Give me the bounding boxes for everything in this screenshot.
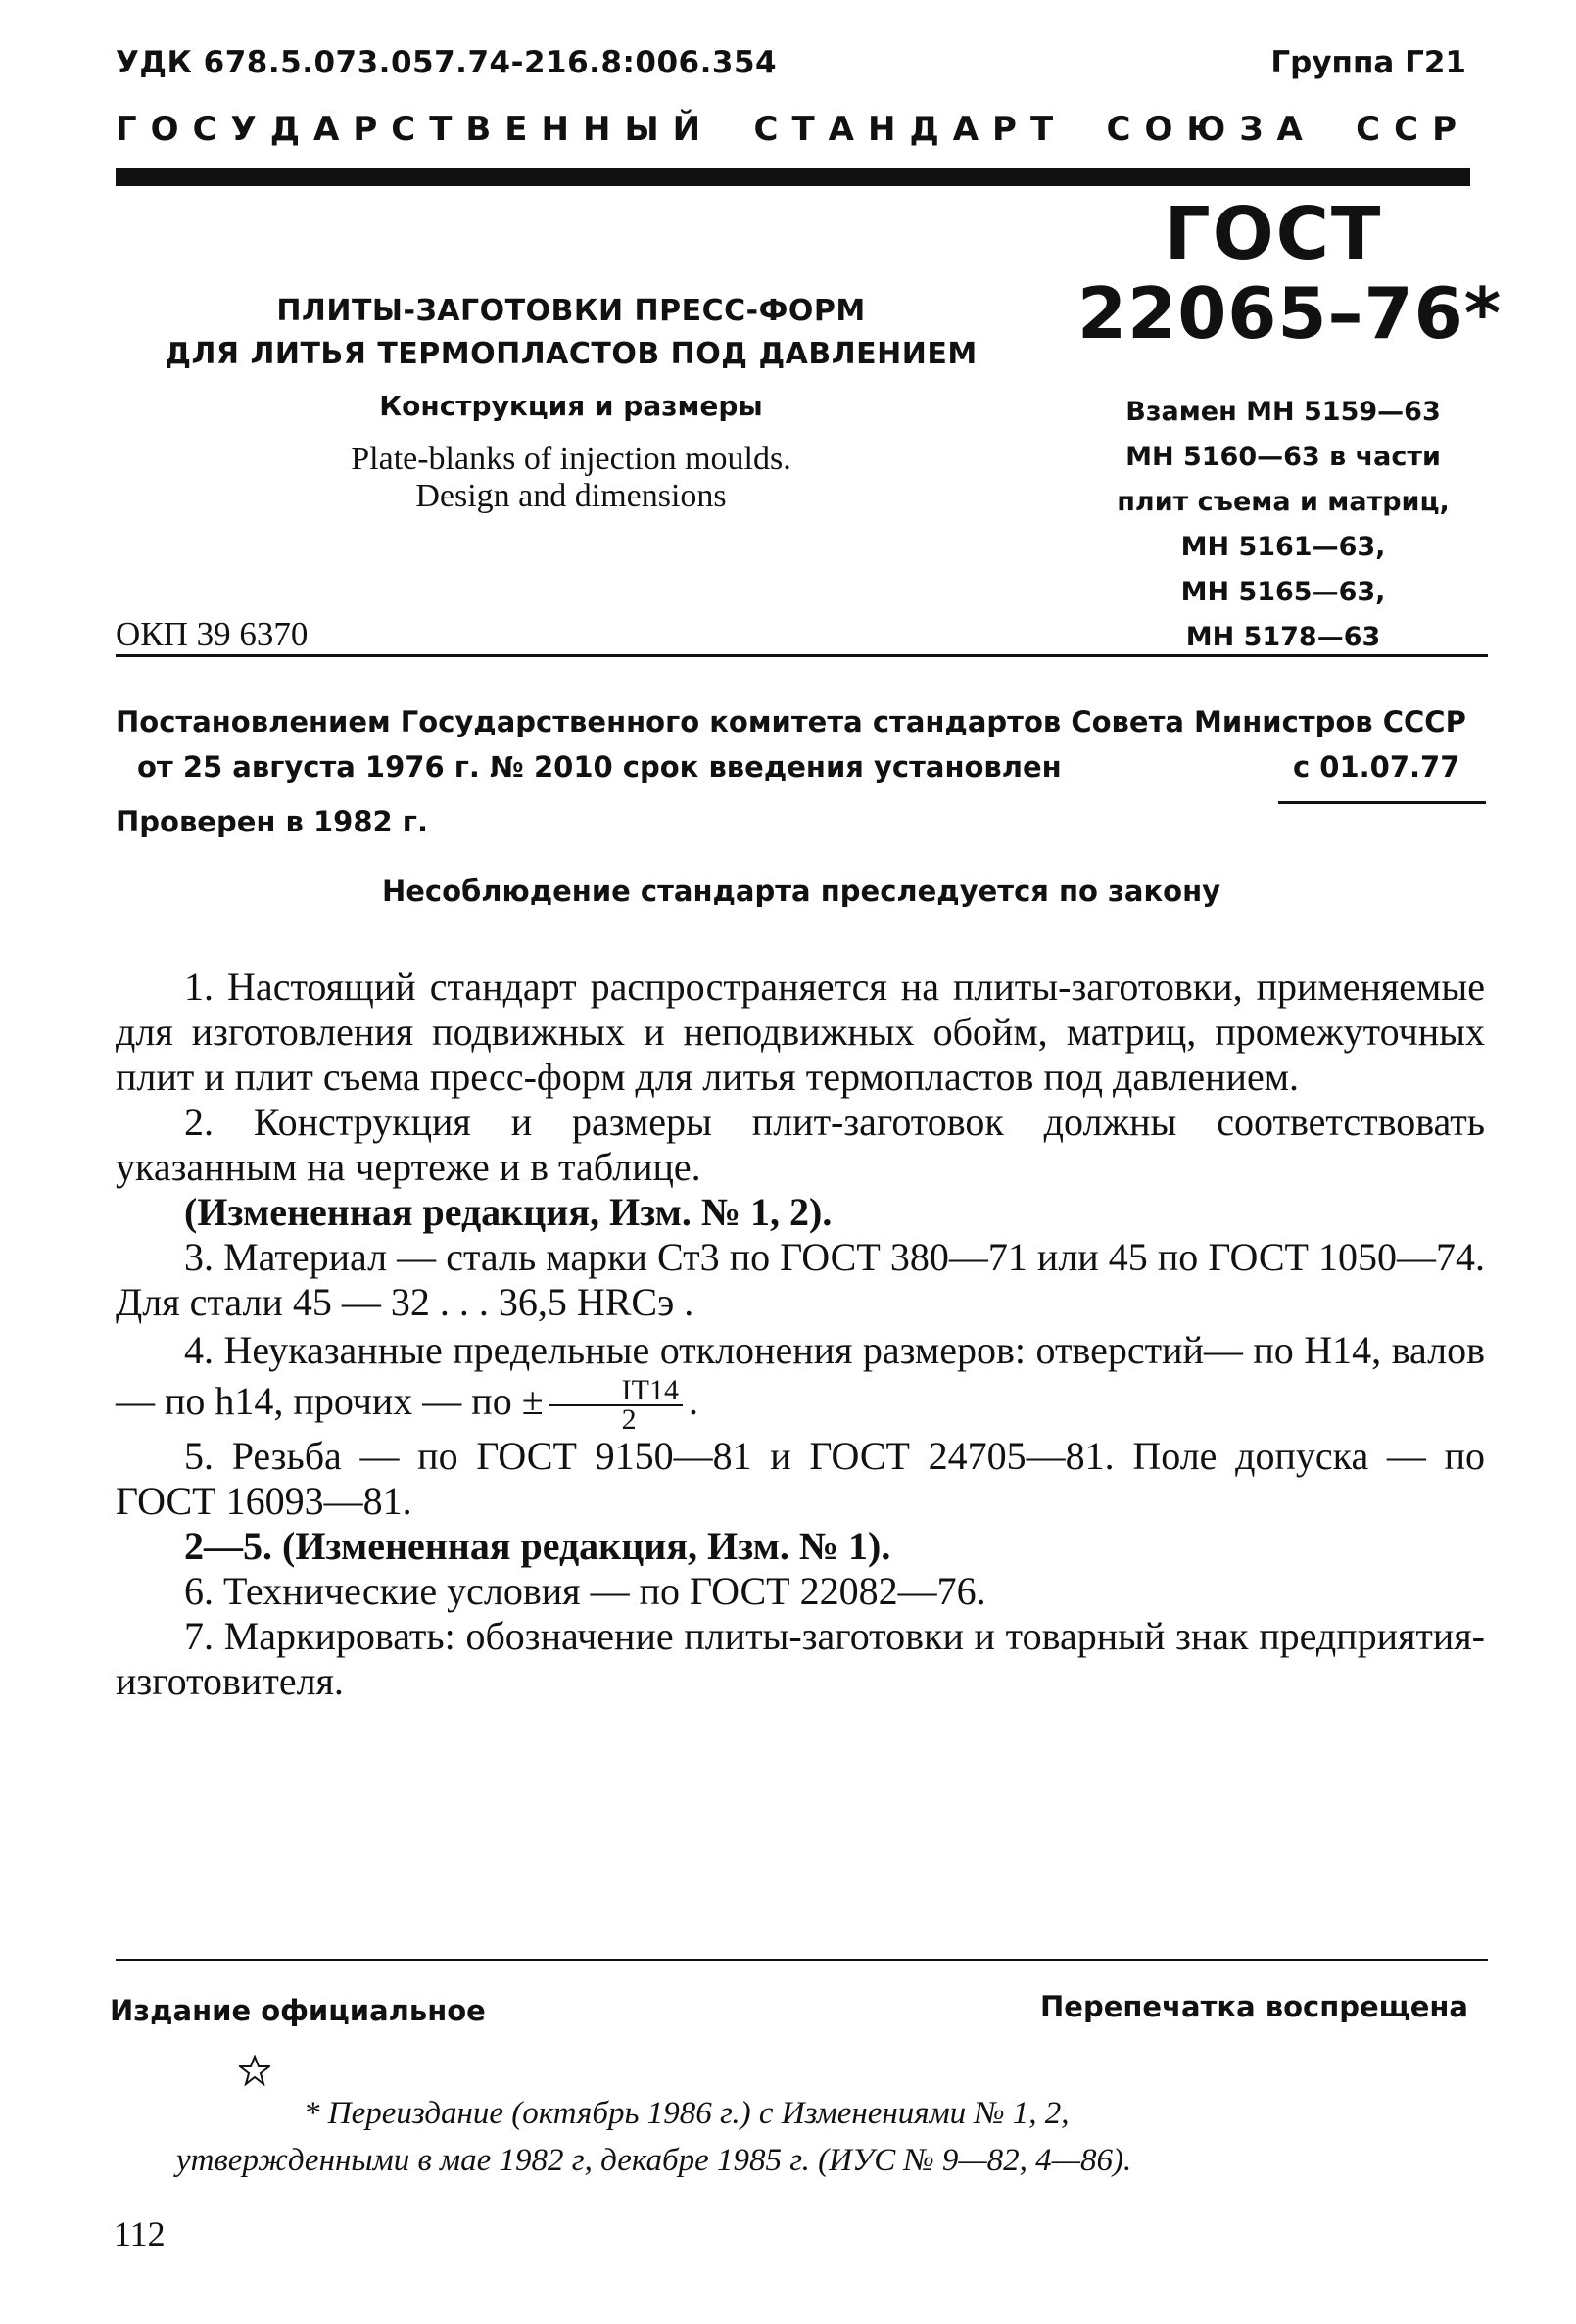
fraction-numerator: IT14 xyxy=(549,1377,683,1406)
state-word-3: СОЮЗА xyxy=(1106,110,1316,149)
paragraph-2: 2. Конструкция и размеры плит-заготовок должны соответствовать указанным на чертеже и в таблице. xyxy=(116,1100,1485,1189)
decree-line-1: Постановлением Государственного комитета стандартов Совета Министров СССР xyxy=(116,705,1466,738)
replaces-item: МН 5178—63 xyxy=(1185,622,1381,652)
state-word-2: СТАНДАРТ xyxy=(753,110,1068,149)
paragraph-5: 5. Резьба — по ГОСТ 9150—81 и ГОСТ 24705—81. Поле допуска — по ГОСТ 16093—81. xyxy=(116,1433,1485,1523)
gost-label: ГОСТ xyxy=(1164,192,1383,276)
paragraph-3: 3. Материал — сталь марки Ст3 по ГОСТ 380—71 или 45 по ГОСТ 1050—74. Для стали 45 — 32 . . . 36,5 HRCэ . xyxy=(116,1235,1485,1324)
tolerance-fraction xyxy=(549,1373,683,1436)
paragraph-4-end: . xyxy=(689,1379,698,1423)
page-number: 112 xyxy=(114,2214,166,2253)
paragraph-1: 1. Настоящий стандарт распространяется на плиты-заготовки, применяемые для изготовления подвижных и неподвижных обойм, матриц, промежуточных плит и плит съема пресс-форм для литья термопластов под давлением. xyxy=(116,965,1485,1099)
gost-number: 22065–76* xyxy=(1077,272,1503,355)
effective-date: с 01.07.77 xyxy=(1293,750,1460,783)
paragraph-6: 6. Технические условия — по ГОСТ 22082—76. xyxy=(184,1568,986,1613)
replaces-list xyxy=(1077,390,1489,660)
standard-body xyxy=(116,965,1485,1704)
reprint-notice: Перепечатка воспрещена xyxy=(1040,1990,1468,2023)
replaces-item: плит съема и матриц, xyxy=(1117,487,1450,517)
replaces-item: МН 5165—63, xyxy=(1180,577,1386,607)
fraction-denominator: 2 xyxy=(621,1402,637,1436)
title-line-2: ДЛЯ ЛИТЬЯ ТЕРМОПЛАСТОВ ПОД ДАВЛЕНИЕМ xyxy=(165,337,978,371)
date-underline xyxy=(1278,801,1486,804)
section-divider xyxy=(116,654,1488,657)
footer-divider xyxy=(116,1959,1488,1961)
state-word-1: ГОСУДАРСТВЕННЫЙ xyxy=(116,110,715,149)
footnote-line-2: утвержденными в мае 1982 г, декабре 1985 г. (ИУС № 9—82, 4—86). xyxy=(176,2143,1132,2178)
udk-code: УДК 678.5.073.057.74-216.8:006.354 xyxy=(116,45,778,80)
header-divider xyxy=(116,168,1470,186)
replaces-item: МН 5160—63 в части xyxy=(1125,442,1441,472)
paragraph-7: 7. Маркировать: обозначение плиты-заготовки и товарный знак предприятия-изготовителя. xyxy=(116,1613,1485,1703)
checked-year: Проверен в 1982 г. xyxy=(116,805,428,838)
english-title-1: Plate-blanks of injection moulds. xyxy=(351,441,791,477)
state-standard-heading xyxy=(116,110,1470,149)
english-title-2: Design and dimensions xyxy=(415,478,727,514)
paragraph-4-text: 4. Неуказанные предельные отклонения размеров: отверстий— по Н14, валов — по h14, прочих — по ± xyxy=(116,1328,1485,1423)
star-icon xyxy=(239,2055,270,2086)
edition-label: Издание официальное xyxy=(110,1994,486,2027)
footnote-line-1: * Переиздание (октябрь 1986 г.) с Изменениями № 1, 2, xyxy=(304,2096,1070,2131)
subtitle: Конструкция и размеры xyxy=(379,390,763,422)
title-line-1: ПЛИТЫ-ЗАГОТОВКИ ПРЕСС-ФОРМ xyxy=(276,294,866,328)
replaces-item: Взамен МН 5159—63 xyxy=(1125,397,1441,427)
paragraph-2-note: (Измененная редакция, Изм. № 1, 2). xyxy=(184,1190,833,1234)
paragraph-5-note: 2—5. (Измененная редакция, Изм. № 1). xyxy=(184,1523,891,1568)
state-word-4: ССР xyxy=(1356,110,1470,149)
okp-code: ОКП 39 6370 xyxy=(116,615,309,653)
paragraph-4 xyxy=(116,1325,1485,1434)
legal-warning: Несоблюдение стандарта преследуется по закону xyxy=(381,875,1221,908)
replaces-item: МН 5161—63, xyxy=(1180,532,1386,562)
decree-line-2: от 25 августа 1976 г. № 2010 срок введения установлен xyxy=(137,750,1062,783)
group-code: Группа Г21 xyxy=(1270,45,1466,80)
